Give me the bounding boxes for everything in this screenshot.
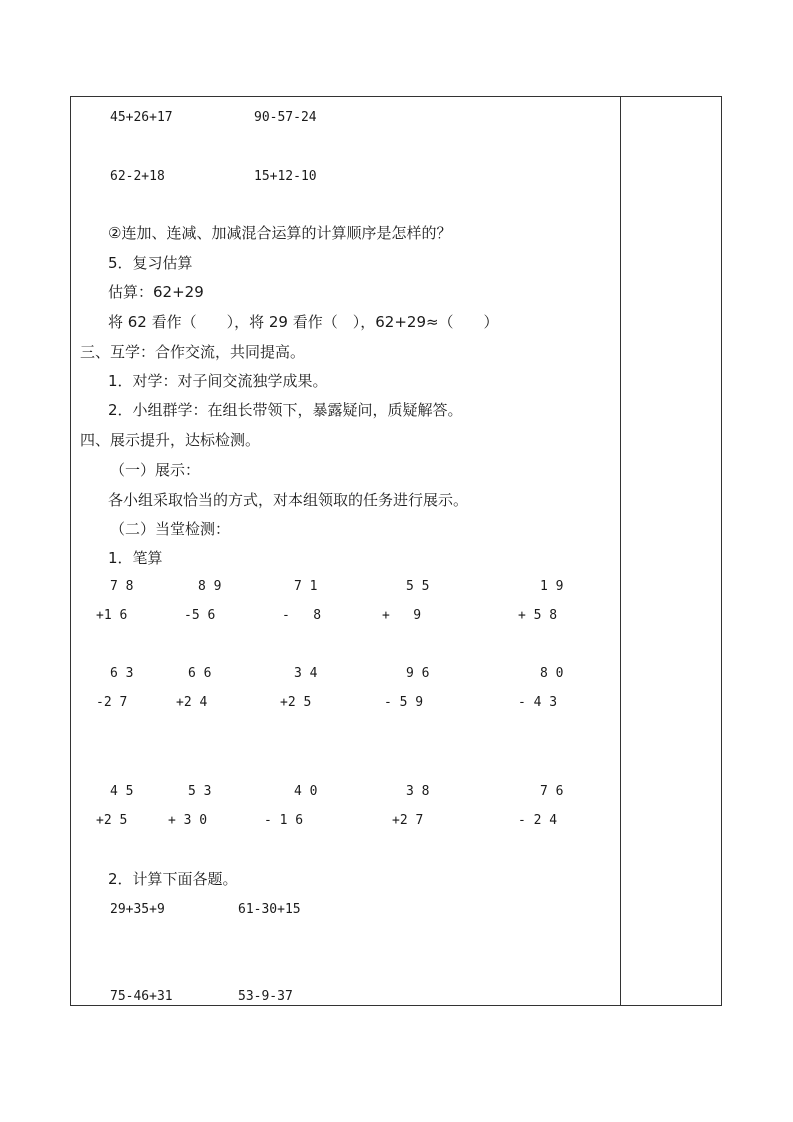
vertical-top: 9 6 [406,666,430,681]
vertical-top: 5 5 [406,579,430,594]
vertical-bottom: - 1 6 [264,813,304,828]
vertical-bottom: - 5 9 [384,695,424,710]
vertical-top: 4 0 [294,784,318,799]
vertical-top: 3 8 [406,784,430,799]
expression: 15+12-10 [254,169,317,184]
question-text: ②连加、连减、加减混合运算的计算顺序是怎样的？ [108,224,452,242]
list-item: 2．小组群学：在组长带领下，暴露疑问，质疑解答。 [108,401,463,419]
vertical-bottom: + 3 0 [168,813,208,828]
vertical-top: 1 9 [540,579,564,594]
vertical-bottom: + 9 [382,608,422,623]
vertical-top: 7 6 [540,784,564,799]
expression: 75-46+31 [110,989,173,1004]
expression: 29+35+9 [110,902,165,917]
vertical-top: 3 4 [294,666,318,681]
subsection-title: 5．复习估算 [108,254,193,272]
expression: 45+26+17 [110,110,173,125]
vertical-top: 4 5 [110,784,134,799]
vertical-bottom: -2 7 [96,695,128,710]
question-title: 1．笔算 [108,549,163,567]
vertical-top: 5 3 [188,784,212,799]
estimate-fill-text: 将 62 看作（ ），将 29 看作（ ），62+29≈（ ） [108,313,499,331]
vertical-bottom: -5 6 [184,608,216,623]
expression: 53-9-37 [238,989,293,1004]
vertical-top: 7 8 [110,579,134,594]
vertical-bottom: - 4 3 [518,695,558,710]
vertical-bottom: +2 7 [392,813,424,828]
vertical-bottom: +2 4 [176,695,208,710]
list-item: 1．对学：对子间交流独学成果。 [108,372,328,390]
expression: 62-2+18 [110,169,165,184]
section-title: 三、互学：合作交流，共同提高。 [80,343,306,361]
subsection-title: （一）展示： [110,461,201,479]
expression: 61-30+15 [238,902,301,917]
expression: 90-57-24 [254,110,317,125]
table-column-divider [620,96,621,1006]
estimate-text: 估算：62+29 [108,283,204,301]
vertical-bottom: +2 5 [280,695,312,710]
section-title: 四、展示提升，达标检测。 [80,431,261,449]
question-title: 2．计算下面各题。 [108,870,238,888]
vertical-top: 8 0 [540,666,564,681]
vertical-top: 7 1 [294,579,318,594]
vertical-top: 6 3 [110,666,134,681]
paragraph-text: 各小组采取恰当的方式，对本组领取的任务进行展示。 [108,491,469,509]
subsection-title: （二）当堂检测： [110,520,231,538]
vertical-bottom: - 2 4 [518,813,558,828]
vertical-bottom: - 8 [282,608,322,623]
vertical-top: 8 9 [198,579,222,594]
vertical-bottom: + 5 8 [518,608,558,623]
vertical-bottom: +1 6 [96,608,128,623]
vertical-top: 6 6 [188,666,212,681]
vertical-bottom: +2 5 [96,813,128,828]
